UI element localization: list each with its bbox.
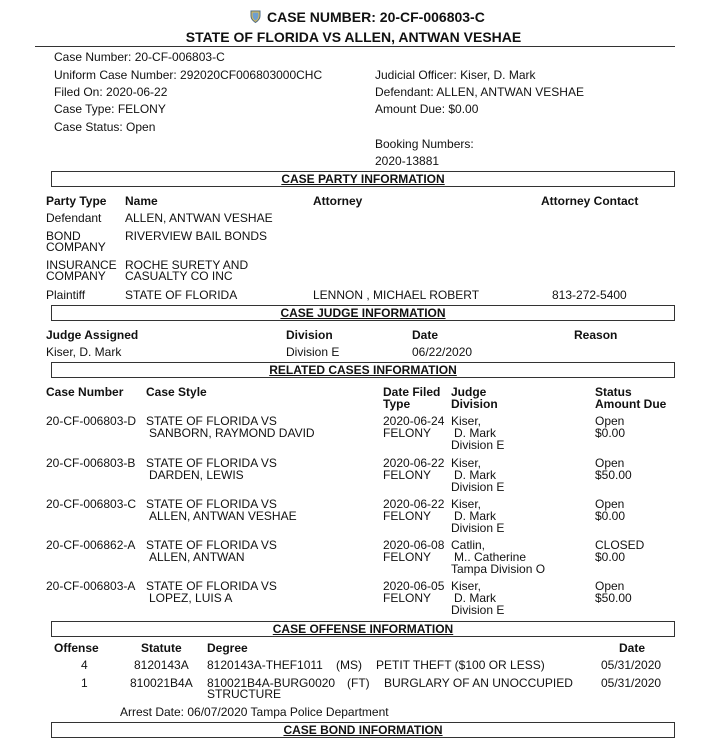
- related-section-header: [51, 362, 675, 377]
- offense-description: PETIT THEFT ($100 OR LESS): [376, 658, 545, 672]
- party-name: ALLEN, ANTWAN VESHAE: [125, 211, 273, 225]
- offense-date: 05/31/2020: [601, 676, 662, 690]
- party-name: STATE OF FLORIDA: [125, 288, 238, 302]
- offense-code: 8120143A-THEF1011: [207, 658, 323, 672]
- offense-description: BURGLARY OF AN UNOCCUPIED: [384, 676, 573, 690]
- related-header-type: Type: [383, 397, 411, 411]
- related-division: Division E: [451, 521, 505, 535]
- party-header-type: Party Type: [46, 194, 107, 208]
- related-division: Division E: [451, 480, 505, 494]
- related-header-case-style: Case Style: [146, 385, 207, 399]
- case-number-title: CASE NUMBER: 20-CF-006803-C: [267, 9, 485, 25]
- related-judge: Catlin,: [451, 538, 486, 552]
- related-type: FELONY: [383, 426, 432, 440]
- related-case-style: STATE OF FLORIDA VS: [146, 538, 277, 552]
- bond-section-header: [51, 722, 675, 737]
- related-amount-due: $0.00: [595, 426, 626, 440]
- party-name: RIVERVIEW BAIL BONDS: [125, 229, 268, 243]
- related-section-title: RELATED CASES INFORMATION: [269, 363, 457, 377]
- related-case-number: 20-CF-006803-D: [46, 414, 137, 428]
- related-case-number: 20-CF-006803-B: [46, 456, 136, 470]
- offense-header-degree: Degree: [207, 641, 248, 655]
- related-header-date-filed: Date Filed: [383, 385, 441, 399]
- related-case-style: STATE OF FLORIDA VS: [146, 456, 277, 470]
- related-type: FELONY: [383, 591, 432, 605]
- related-type: FELONY: [383, 468, 432, 482]
- offense-section-title: CASE OFFENSE INFORMATION: [272, 622, 454, 636]
- summary-booking-label: Booking Numbers:: [375, 137, 474, 151]
- offense-header-date: Date: [619, 641, 646, 655]
- related-header-status: Status: [595, 385, 632, 399]
- party-type: Plaintiff: [46, 288, 86, 302]
- judge-header-date: Date: [412, 328, 439, 342]
- related-case-number: 20-CF-006803-C: [46, 497, 137, 511]
- related-judge-line2: D. Mark: [454, 509, 496, 523]
- judge-section-title: CASE JUDGE INFORMATION: [280, 306, 446, 320]
- related-case-number: 20-CF-006862-A: [46, 538, 136, 552]
- related-header-case-number: Case Number: [46, 385, 124, 399]
- summary-defendant: Defendant: ALLEN, ANTWAN VESHAE: [375, 85, 584, 99]
- related-judge: Kiser,: [451, 579, 482, 593]
- offense-degree: (FT): [347, 676, 370, 690]
- related-judge: Kiser,: [451, 456, 482, 470]
- offense-section-header: [51, 621, 675, 636]
- party-header-attorney: Attorney: [313, 194, 363, 208]
- related-division: Division E: [451, 603, 505, 617]
- related-judge: Kiser,: [451, 497, 482, 511]
- judge-section-rule: [51, 320, 675, 321]
- party-section-header: [51, 171, 675, 186]
- offense-section-rule: [51, 636, 675, 637]
- summary-filed-on: Filed On: 2020-06-22: [54, 85, 168, 99]
- related-date-filed: 2020-06-22: [383, 497, 445, 511]
- offense-statute: 810021B4A: [130, 676, 193, 690]
- judge-section-header: [51, 305, 675, 320]
- related-amount-due: $50.00: [595, 468, 632, 482]
- party-header-name: Name: [125, 194, 158, 208]
- offense-header-statute: Statute: [141, 641, 182, 655]
- offense-date: 05/31/2020: [601, 658, 662, 672]
- summary-judicial-officer: Judicial Officer: Kiser, D. Mark: [375, 68, 536, 82]
- judge-header-division: Division: [286, 328, 333, 342]
- related-header-amount-due: Amount Due: [595, 397, 667, 411]
- party-type: Defendant: [46, 211, 102, 225]
- summary-case-status: Case Status: Open: [54, 120, 156, 134]
- related-type: FELONY: [383, 509, 432, 523]
- party-attorney-contact: 813-272-5400: [552, 288, 627, 302]
- party-attorney: LENNON , MICHAEL ROBERT: [313, 288, 480, 302]
- party-type-line2: COMPANY: [46, 269, 106, 283]
- related-case-style-line2: ALLEN, ANTWAN VESHAE: [149, 509, 297, 523]
- related-case-style: STATE OF FLORIDA VS: [146, 579, 277, 593]
- party-section-rule: [51, 186, 675, 187]
- party-header-attorney-contact: Attorney Contact: [541, 194, 639, 208]
- offense-header-offense: Offense: [54, 641, 99, 655]
- related-case-style-line2: LOPEZ, LUIS A: [149, 591, 233, 605]
- offense-code: 810021B4A-BURG0020: [207, 676, 336, 690]
- bond-section-title: CASE BOND INFORMATION: [283, 723, 443, 737]
- related-status: CLOSED: [595, 538, 645, 552]
- related-judge-line2: M.. Catherine: [454, 550, 527, 564]
- related-amount-due: $50.00: [595, 591, 632, 605]
- related-amount-due: $0.00: [595, 550, 626, 564]
- related-type: FELONY: [383, 550, 432, 564]
- related-amount-due: $0.00: [595, 509, 626, 523]
- judge-assigned: Kiser, D. Mark: [46, 345, 122, 359]
- bond-section-rule: [51, 737, 675, 738]
- judge-date: 06/22/2020: [412, 345, 473, 359]
- judge-header-reason: Reason: [574, 328, 618, 342]
- related-header-division: Division: [451, 397, 498, 411]
- arrest-info: Arrest Date: 06/07/2020 Tampa Police Department: [120, 705, 389, 719]
- summary-case-number: Case Number: 20-CF-006803-C: [54, 50, 225, 64]
- related-status: Open: [595, 414, 625, 428]
- title-rule: [35, 46, 675, 47]
- party-name-line2: CASUALTY CO INC: [125, 269, 233, 283]
- related-division: Division E: [451, 438, 505, 452]
- party-type: BOND: [46, 229, 81, 243]
- related-division: Tampa Division O: [451, 562, 546, 576]
- related-judge-line2: D. Mark: [454, 591, 496, 605]
- party-section-title: CASE PARTY INFORMATION: [281, 172, 445, 186]
- judge-division: Division E: [286, 345, 340, 359]
- related-judge: Kiser,: [451, 414, 482, 428]
- summary-amount-due: Amount Due: $0.00: [375, 102, 479, 116]
- summary-uniform-case-number: Uniform Case Number: 292020CF006803000CHC: [54, 68, 323, 82]
- related-date-filed: 2020-06-05: [383, 579, 445, 593]
- related-judge-line2: D. Mark: [454, 468, 496, 482]
- related-case-style-line2: ALLEN, ANTWAN: [149, 550, 245, 564]
- related-case-number: 20-CF-006803-A: [46, 579, 136, 593]
- related-status: Open: [595, 579, 625, 593]
- related-case-style: STATE OF FLORIDA VS: [146, 414, 277, 428]
- related-date-filed: 2020-06-22: [383, 456, 445, 470]
- related-judge-line2: D. Mark: [454, 426, 496, 440]
- related-date-filed: 2020-06-08: [383, 538, 445, 552]
- offense-description-line2: STRUCTURE: [207, 687, 281, 701]
- judge-header-assigned: Judge Assigned: [46, 328, 139, 342]
- related-status: Open: [595, 497, 625, 511]
- related-case-style: STATE OF FLORIDA VS: [146, 497, 277, 511]
- case-style-title: STATE OF FLORIDA VS ALLEN, ANTWAN VESHAE: [185, 29, 522, 45]
- related-section-rule: [51, 377, 675, 378]
- related-case-style-line2: SANBORN, RAYMOND DAVID: [149, 426, 315, 440]
- shield-icon: [250, 10, 261, 23]
- related-case-style-line2: DARDEN, LEWIS: [149, 468, 244, 482]
- related-header-judge: Judge: [451, 385, 487, 399]
- party-name: ROCHE SURETY AND: [125, 258, 249, 272]
- offense-statute: 8120143A: [134, 658, 189, 672]
- party-type-line2: COMPANY: [46, 240, 106, 254]
- related-status: Open: [595, 456, 625, 470]
- related-date-filed: 2020-06-24: [383, 414, 445, 428]
- offense-number: 1: [81, 676, 88, 690]
- offense-number: 4: [81, 658, 88, 672]
- summary-case-type: Case Type: FELONY: [54, 102, 166, 116]
- party-type: INSURANCE: [46, 258, 117, 272]
- offense-degree: (MS): [336, 658, 362, 672]
- summary-booking-number: 2020-13881: [375, 154, 440, 168]
